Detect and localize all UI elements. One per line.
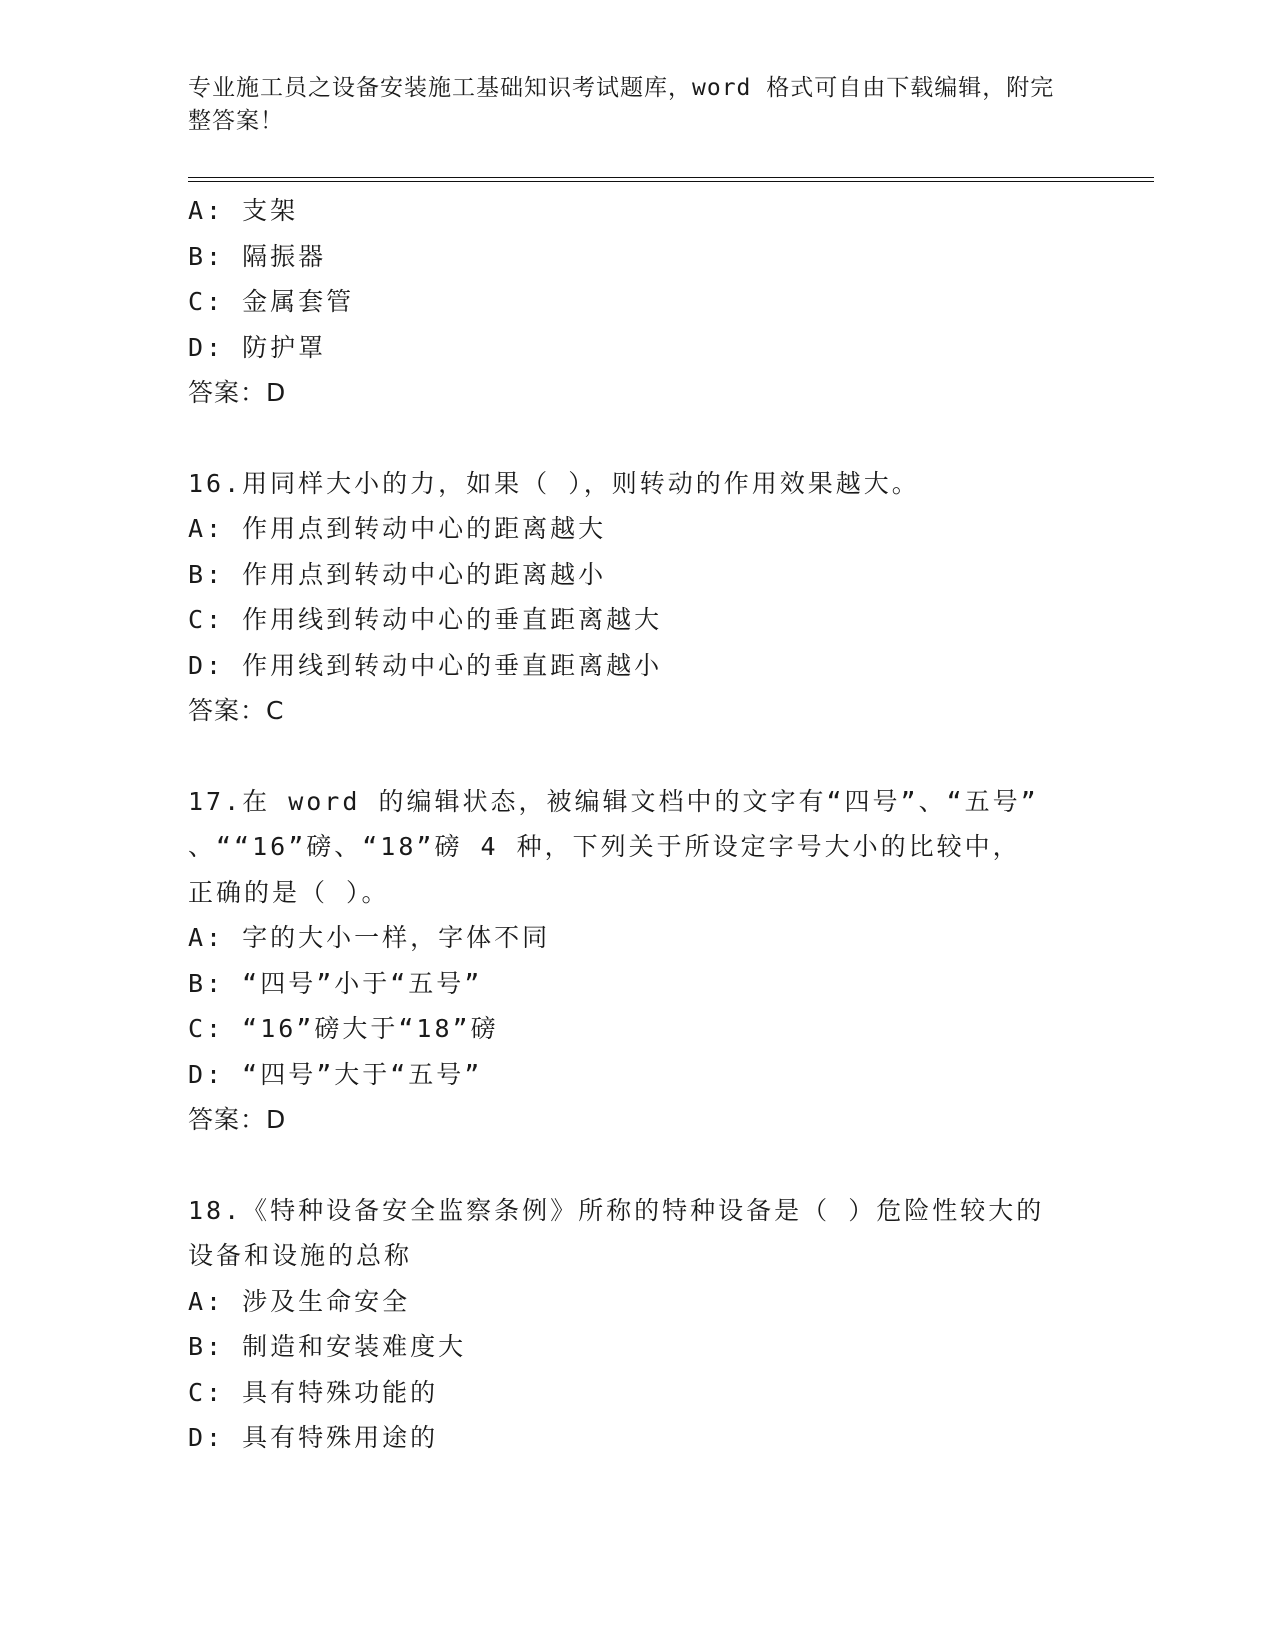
question-list [188,188,1088,1461]
header-line-2: 整答案！ [188,108,284,134]
option-c: C: 具有特殊功能的 [188,1377,439,1407]
header-rule-top [188,177,1154,178]
question-17 [188,779,1088,1143]
spacer [188,416,1088,461]
question-stem-line-1: 17.在 word 的编辑状态，被编辑文档中的文字有“四号”、“五号” [188,786,1039,816]
question-16 [188,461,1088,734]
option-d: D: 作用线到转动中心的垂直距离越小 [188,650,663,680]
option-b: B: 制造和安装难度大 [188,1332,467,1361]
answer: 答案：D [188,378,287,407]
spacer [188,734,1088,779]
answer: 答案：C [188,696,285,725]
header-line-1: 专业施工员之设备安装施工基础知识考试题库，word 格式可自由下载编辑，附完 [188,75,1055,101]
option-a: A: 作用点到转动中心的距离越大 [188,514,607,543]
option-c: C: 金属套管 [188,287,355,316]
question-18 [188,1188,1088,1461]
question-stem-line-1: 18.《特种设备安全监察条例》所称的特种设备是（ ）危险性较大的 [188,1195,1045,1225]
option-d: D: 具有特殊用途的 [188,1423,439,1452]
option-a: A: 涉及生命安全 [188,1286,411,1316]
question-stem-line-2: 设备和设施的总称 [188,1241,413,1270]
option-d: D: 防护罩 [188,332,327,362]
option-c: C: “16”磅大于“18”磅 [188,1014,499,1043]
spacer [188,1143,1088,1188]
option-b: B: 隔振器 [188,241,327,271]
question-stem-line-3: 正确的是（ ）。 [188,877,390,907]
answer: 答案：D [188,1105,287,1134]
option-a: A: 字的大小一样，字体不同 [188,923,551,952]
page-header [188,72,1088,138]
header-rule-bottom [188,181,1154,182]
question-15 [188,188,1088,416]
question-stem-line-2: 、““16”磅、“18”磅 4 种，下列关于所设定字号大小的比较中， [188,832,1021,861]
option-c: C: 作用线到转动中心的垂直距离越大 [188,605,663,634]
option-b: B: 作用点到转动中心的距离越小 [188,559,607,589]
option-d: D: “四号”大于“五号” [188,1059,483,1089]
option-a: A: 支架 [188,196,299,225]
question-stem: 16.用同样大小的力，如果（ ），则转动的作用效果越大。 [188,468,920,498]
option-b: B: “四号”小于“五号” [188,968,483,998]
